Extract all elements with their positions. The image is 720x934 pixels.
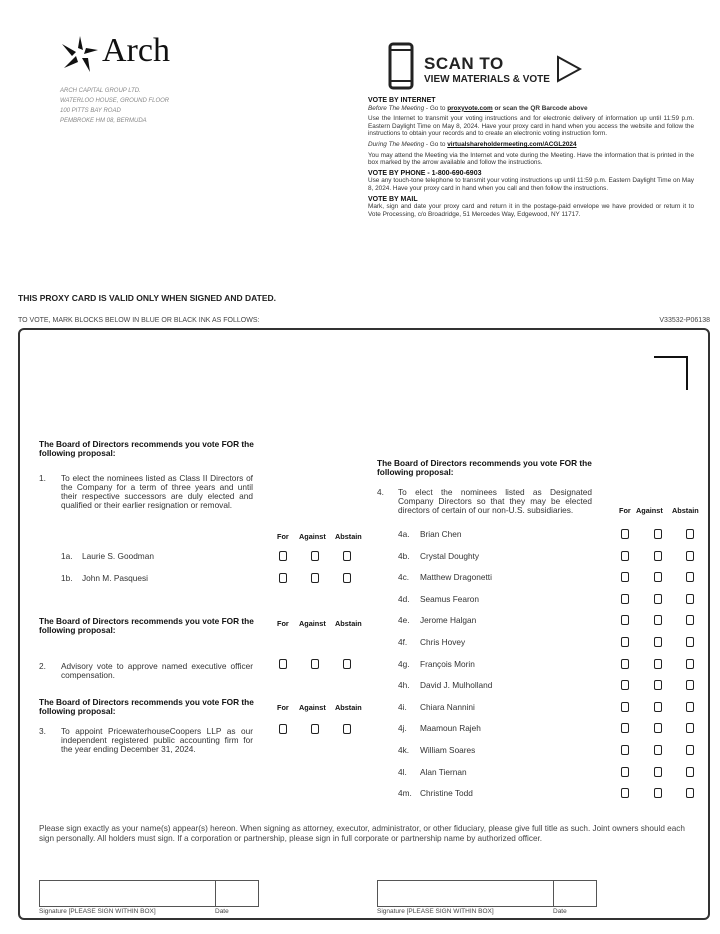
nominee-against-checkbox[interactable] [654,767,662,777]
col-abstain: Abstain [672,506,699,515]
date-label: Date [215,908,229,915]
nominee-against-checkbox[interactable] [654,745,662,755]
nominee-num: 4g. [398,658,410,669]
proposal-2-for-checkbox[interactable] [279,659,287,669]
nominee-abstain-checkbox[interactable] [686,637,694,647]
address-line: PEMBROKE HM 08, BERMUDA [60,118,147,124]
nominee-name: Crystal Doughty [420,550,480,561]
address-line: WATERLOO HOUSE, GROUND FLOOR [60,98,170,104]
nominee-for-checkbox[interactable] [621,659,629,669]
nominee-for-checkbox[interactable] [621,745,629,755]
nominee-name: Alan Tiernan [420,766,467,777]
address-line: 100 PITTS BAY ROAD [60,108,121,114]
nominee-num: 4f. [398,637,408,647]
proposal-3-for-checkbox[interactable] [279,724,287,734]
meeting-link[interactable]: virtualshareholdermeeting.com/ACGL2024 [447,140,577,148]
nominee-against-checkbox[interactable] [654,572,662,582]
phone-text: Use any touch-tone telephone to transmit your voting instructions up until 11:59 p.m. Eastern Daylight Time on May 8, 2024. Have your proxy card in hand when you call and then follow the instructions. [368,177,694,192]
voting-instructions [368,97,694,221]
nominee-for-checkbox[interactable] [621,788,629,798]
date-box-2[interactable] [553,880,597,907]
proposal-3-against-checkbox[interactable] [311,724,319,734]
col-for: For [619,506,631,515]
nominee-for-checkbox[interactable] [621,637,629,647]
signing-instructions: Please sign exactly as your name(s) appear(s) hereon. When signing as attorney, executor, administrator, or other fiduciary, please give full title as such. Joint owners should each sign personally. All holders must sign. If a corporation or partnership, please sign in full corporate or partnership name by authorized officer. [39,824,685,843]
nominee-name: Matthew Dragonetti [420,572,492,583]
signature-label: Signature [PLEASE SIGN WITHIN BOX] [377,908,494,915]
recommend-heading-1: The Board of Directors recommends you vote FOR the following proposal: [39,439,254,458]
col-for: For [277,619,289,628]
col-for: For [277,532,289,541]
qr-text: or scan the QR Barcode above [492,104,588,112]
nominee-num: 4h. [398,680,410,691]
col-abstain: Abstain [335,532,362,541]
proposal-1-num: 1. [39,473,46,483]
nominee-num: 4e. [398,615,410,626]
phone-title: VOTE BY PHONE - 1-800-690-6903 [368,169,482,177]
proposal-2-num: 2. [39,661,46,671]
nominee-num: 4k. [398,745,410,755]
nominee-name: Jerome Halgan [420,615,477,626]
nominee-for-checkbox[interactable] [621,702,629,712]
nominee-against-checkbox[interactable] [654,723,662,733]
nominee-name: David J. Mulholland [420,680,493,691]
nominee-against-checkbox[interactable] [654,659,662,669]
before-label: Before The Meeting [368,104,425,112]
nominee-name: William Soares [420,745,476,755]
during-text: You may attend the Meeting via the Internet and vote during the Meeting. Have the information that is printed in the box marked by the arrow available and follow the instructions. [368,151,694,167]
proposal-1-text: To elect the nominees listed as Class II Directors of the Company for a term of three years and until their respective successors are duly elected and qualified or their earlier resignation or removal. [61,473,253,510]
nominee-abstain-checkbox[interactable] [686,529,694,539]
date-box-1[interactable] [215,880,259,907]
scan-title: SCAN TO [424,54,504,73]
nominee-name: Seamus Fearon [420,593,480,604]
nominee-for-checkbox[interactable] [621,551,629,561]
nominee-for-checkbox[interactable] [279,551,287,561]
col-abstain: Abstain [335,703,362,712]
go-to: - Go to [424,140,448,148]
nominee-against-checkbox[interactable] [654,615,662,625]
nominee-against-checkbox[interactable] [654,788,662,798]
proposal-4-num: 4. [377,487,384,497]
signature-box-2[interactable] [377,880,554,907]
col-for: For [277,703,289,712]
nominee-abstain-checkbox[interactable] [343,573,351,583]
internet-title: VOTE BY INTERNET [368,97,436,104]
nominee-for-checkbox[interactable] [621,723,629,733]
during-label: During The Meeting [368,140,425,148]
address-line: ARCH CAPITAL GROUP LTD. [60,88,141,94]
proposal-2-text: Advisory vote to approve named executive officer compensation. [61,661,253,680]
nominee-num: 4j. [398,723,407,734]
nominee-abstain-checkbox[interactable] [686,702,694,712]
col-against: Against [299,619,326,628]
arrow-right-icon [556,55,582,83]
corner-mark [654,356,688,390]
proposal-3-text: To appoint PricewaterhouseCoopers LLP as our independent registered public accounting firm for the year ending December 31, 2024. [61,726,253,754]
nominee-abstain-checkbox[interactable] [686,615,694,625]
col-abstain: Abstain [335,619,362,628]
nominee-for-checkbox[interactable] [621,680,629,690]
nominee-name: Laurie S. Goodman [82,551,154,561]
col-against: Against [299,532,326,541]
nominee-num: 4b. [398,550,410,561]
nominee-num: 4i. [398,701,407,712]
nominee-against-checkbox[interactable] [654,551,662,561]
nominee-num: 4d. [398,593,410,604]
nominee-against-checkbox[interactable] [654,702,662,712]
col-against: Against [299,703,326,712]
nominee-abstain-checkbox[interactable] [686,594,694,604]
nominee-abstain-checkbox[interactable] [686,551,694,561]
nominee-name: Chris Hovey [420,637,466,647]
nominee-num: 1a. [61,551,73,561]
nominee-num: 4c. [398,572,410,583]
nominee-name: Maamoun Rajeh [420,723,481,734]
nominee-against-checkbox[interactable] [654,680,662,690]
nominee-name: John M. Pasquesi [82,573,148,583]
nominee-against-checkbox[interactable] [311,551,319,561]
nominee-abstain-checkbox[interactable] [686,767,694,777]
nominee-abstain-checkbox[interactable] [686,788,694,798]
nominee-num: 4l. [398,766,407,777]
nominee-abstain-checkbox[interactable] [686,745,694,755]
scan-to-view [424,54,550,85]
nominee-abstain-checkbox[interactable] [343,551,351,561]
phone-icon [388,42,414,90]
nominee-num: 4m. [398,788,412,799]
arch-logo-icon [60,34,100,74]
nominee-abstain-checkbox[interactable] [686,723,694,733]
nominee-name: Christine Todd [420,788,473,799]
proposal-3-abstain-checkbox[interactable] [343,724,351,734]
recommend-heading-4: The Board of Directors recommends you vote FOR the following proposal: [377,458,592,477]
company-logo: Arch [102,32,170,69]
nominee-against-checkbox[interactable] [654,529,662,539]
go-to: - Go to [424,104,448,112]
nominee-for-checkbox[interactable] [621,529,629,539]
valid-notice: THIS PROXY CARD IS VALID ONLY WHEN SIGNED AND DATED. [18,293,277,303]
recommend-heading-2: The Board of Directors recommends you vote FOR the following proposal: [39,616,254,635]
nominee-against-checkbox[interactable] [311,573,319,583]
mark-instructions: TO VOTE, MARK BLOCKS BELOW IN BLUE OR BLACK INK AS FOLLOWS: [18,317,260,324]
control-code: V33532-P06138 [659,317,710,324]
scan-subtitle: VIEW MATERIALS & VOTE [424,74,550,85]
nominee-name: François Morin [420,658,475,669]
internet-text: Use the Internet to transmit your voting instructions and for electronic delivery of information up until 11:59 p.m. Eastern Daylight Time on May 8, 2024. Have your proxy card in hand when you access the website and follow the instructions to obtain your records and to create an electronic voting instruction form. [368,115,694,138]
nominee-num: 1b. [61,573,73,583]
nominee-against-checkbox[interactable] [654,594,662,604]
nominee-for-checkbox[interactable] [621,767,629,777]
nominee-abstain-checkbox[interactable] [686,659,694,669]
nominee-num: 4a. [398,529,410,539]
recommend-heading-3: The Board of Directors recommends you vote FOR the following proposal: [39,697,254,716]
nominee-against-checkbox[interactable] [654,637,662,647]
nominee-for-checkbox[interactable] [621,572,629,582]
proposal-2-against-checkbox[interactable] [311,659,319,669]
nominee-for-checkbox[interactable] [279,573,287,583]
proposal-3-num: 3. [39,726,46,736]
col-against: Against [636,506,663,515]
signature-box-1[interactable] [39,880,216,907]
date-label: Date [553,908,567,915]
company-address [60,86,169,126]
nominee-name: Chiara Nannini [420,701,475,712]
nominee-name: Brian Chen [420,529,462,539]
nominee-for-checkbox[interactable] [621,615,629,625]
nominee-abstain-checkbox[interactable] [686,680,694,690]
proposal-4-text: To elect the nominees listed as Designated Company Directors so that they may be elected directors of certain of our non-U.S. subsidiaries. [398,487,592,515]
mail-text: Mark, sign and date your proxy card and return it in the postage-paid envelope we have provided or return it to Vote Processing, c/o Broadridge, 51 Mercedes Way, Edgewood, NY 11717. [368,203,694,218]
proxyvote-link[interactable]: proxyvote.com [447,104,493,112]
mail-title: VOTE BY MAIL [368,195,418,203]
proposal-2-abstain-checkbox[interactable] [343,659,351,669]
nominee-abstain-checkbox[interactable] [686,572,694,582]
signature-label: Signature [PLEASE SIGN WITHIN BOX] [39,908,156,915]
nominee-for-checkbox[interactable] [621,594,629,604]
